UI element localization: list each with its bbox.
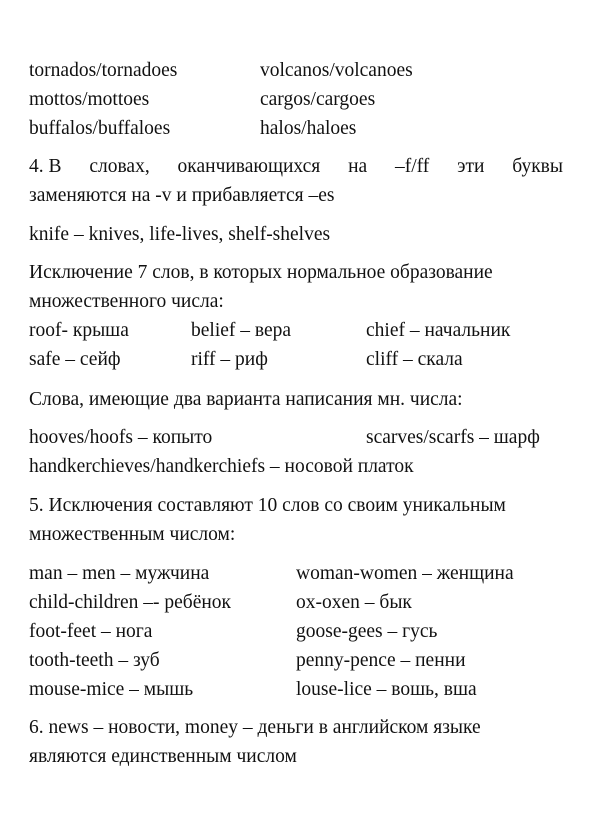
exception-word: safe – сейф [29, 349, 121, 370]
o-plural-word: volcanos/volcanoes [260, 60, 413, 81]
rule-5-line-2: множественным числом: [29, 524, 236, 545]
rule-4-word: оканчивающихся [177, 156, 321, 177]
exception-word: roof- крыша [29, 320, 129, 341]
exception-word: chief – начальник [366, 320, 511, 341]
rule-5-line-1: 5. Исключения составляют 10 слов со своим уникальным [29, 495, 506, 516]
o-plural-word: tornados/tornadoes [29, 60, 178, 81]
irregular-plural: louse-lice – вошь, вша [296, 679, 477, 700]
irregular-plural: mouse-mice – мышь [29, 679, 194, 700]
o-plural-word: cargos/cargoes [260, 89, 376, 110]
f-examples-line: knife – knives, life-lives, shelf-shelves [29, 224, 331, 245]
rule-6-line-1: 6. news – новости, money – деньги в английском языке [29, 717, 481, 738]
variant-word: hooves/hoofs – копыто [29, 427, 213, 448]
rule-4-word: на [348, 156, 368, 177]
irregular-plural: tooth-teeth – зуб [29, 650, 160, 671]
exception-7-line-2: множественного числа: [29, 291, 224, 312]
rule-4-word: эти [457, 156, 485, 177]
rule-4-line-1 [29, 157, 563, 177]
irregular-plural: man – men – мужчина [29, 563, 210, 584]
irregular-plural: woman-women – женщина [296, 563, 514, 584]
rule-4-word: 4. В [29, 156, 62, 177]
rule-4-word: –f/ff [395, 156, 430, 177]
exception-word: riff – риф [191, 349, 268, 370]
exception-word: cliff – скала [366, 349, 463, 370]
irregular-plural: penny-pence – пенни [296, 650, 466, 671]
exception-7-line-1: Исключение 7 слов, в которых нормальное образование [29, 262, 493, 283]
irregular-plural: ox-oxen – бык [296, 592, 412, 613]
irregular-plural: goose-gees – гусь [296, 621, 438, 642]
rule-4-word: словах, [89, 156, 150, 177]
o-plural-word: mottos/mottoes [29, 89, 150, 110]
variant-word: handkerchieves/handkerchiefs – носовой платок [29, 456, 414, 477]
two-variants-heading: Слова, имеющие два варианта написания мн. числа: [29, 389, 463, 410]
irregular-plural: foot-feet – нога [29, 621, 153, 642]
o-plural-word: halos/haloes [260, 118, 357, 139]
o-plural-word: buffalos/buffaloes [29, 118, 171, 139]
irregular-plural: child-children –- ребёнок [29, 592, 232, 613]
document-page [29, 0, 563, 836]
variant-word: scarves/scarfs – шарф [366, 427, 540, 448]
rule-4-line-2: заменяются на -v и прибавляется –es [29, 185, 335, 206]
exception-word: belief – вера [191, 320, 292, 341]
rule-6-line-2: являются единственным числом [29, 746, 297, 767]
rule-4-word: буквы [512, 156, 563, 177]
